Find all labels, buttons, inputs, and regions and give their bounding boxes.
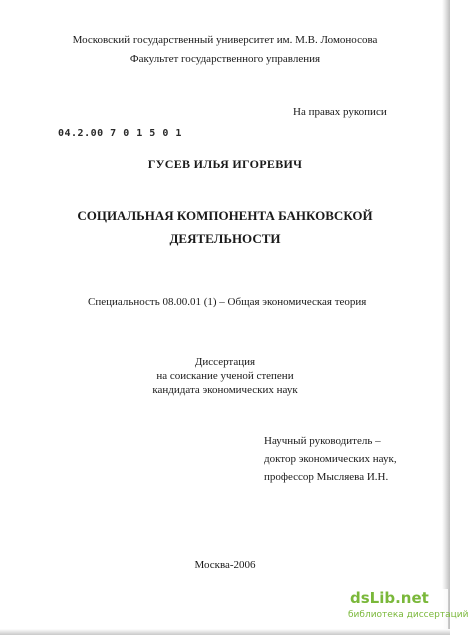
watermark-logo: dsLib.net [350,589,429,607]
dissertation-label: Диссертация [194,356,256,368]
specialty-line: Специальность 08.00.01 (1) – Общая экономическая теория [88,296,367,308]
thesis-title-line-1: СОЦИАЛЬНАЯ КОМПОНЕНТА БАНКОВСКОЙ [77,208,373,223]
page-bottom-shadow [0,629,450,635]
advisor-line-1: Научный руководитель – [264,435,381,447]
degree-line-1: на соискание ученой степени [156,370,294,382]
thesis-title-line-2: ДЕЯТЕЛЬНОСТИ [169,231,281,246]
advisor-line-3: профессор Мысляева И.Н. [264,471,389,483]
author-name: ГУСЕВ ИЛЬЯ ИГОРЕВИЧ [147,157,303,171]
city-year: Москва-2006 [194,559,256,571]
stamp-number: 04.2.00 7 0 1 5 0 1 [58,128,182,139]
watermark[interactable] [348,589,468,629]
watermark-subtitle: библиотека диссертаций [348,610,468,620]
advisor-line-2: доктор экономических наук, [264,453,397,465]
page-edge-shadow [442,0,450,635]
rights-note: На правах рукописи [293,106,387,118]
university-name: Московский государственный университет им. М.В. Ломоносова [72,34,378,46]
faculty-name: Факультет государственного управления [129,53,321,65]
degree-line-2: кандидата экономических наук [152,384,298,396]
